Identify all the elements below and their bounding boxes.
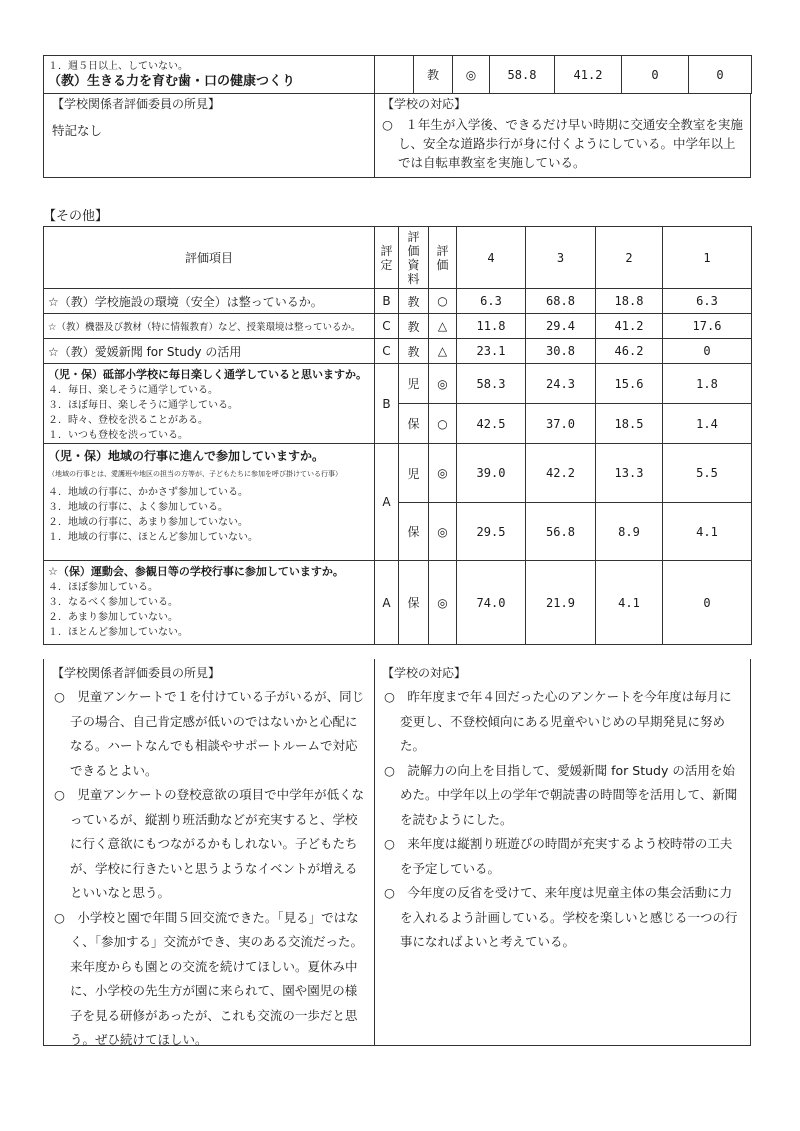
q3-v1: 0 <box>663 561 752 645</box>
top-v3: 41.2 <box>555 56 622 94</box>
q2-option: １．地域の行事に、ほとんど参加していない。 <box>48 532 258 543</box>
top-table <box>43 55 752 94</box>
row-rating: C <box>375 339 399 364</box>
q3-option: １．ほとんど参加していない。 <box>48 627 188 638</box>
q1-rating: B <box>375 364 399 444</box>
q1-child-v1: 1.8 <box>663 364 752 404</box>
header-rating: 評定 <box>375 227 399 289</box>
row-source: 教 <box>399 339 429 364</box>
q1-parent-v3: 37.0 <box>526 404 596 444</box>
q2-parent-eval: ◎ <box>429 503 457 561</box>
top-committee-text: 特記なし <box>52 123 103 138</box>
top-item <box>44 56 375 94</box>
header-col-1: 1 <box>663 227 752 289</box>
q1-child-source: 児 <box>399 364 429 404</box>
row-eval: △ <box>429 314 457 339</box>
q3-cell <box>44 561 375 645</box>
q2-parent-source: 保 <box>399 503 429 561</box>
committee-paragraph: ○ 児童アンケートの登校意欲の項目で中学年が低くなっているが、縦割り班活動などが充実すると、学校に行く意欲にもつながるかもしれない。子どもたちが、学校に行きたいと思うようなイベントが増えるといいなと思う。 <box>54 787 365 900</box>
header-col-2: 2 <box>596 227 663 289</box>
table-row <box>44 339 752 364</box>
q1-child-eval: ◎ <box>429 364 457 404</box>
q2-cell <box>44 444 375 561</box>
q2-child-eval: ◎ <box>429 444 457 503</box>
bottom-school-heading: 【学校の対応】 <box>382 666 467 680</box>
row-rating: C <box>375 314 399 339</box>
row-v4: 6.3 <box>457 289 526 314</box>
row-title: ☆（教）愛媛新聞 for Study の活用 <box>44 339 375 364</box>
q2-child-v1: 5.5 <box>663 444 752 503</box>
row-v2: 46.2 <box>596 339 663 364</box>
q2-title: （児・保）地域の行事に進んで参加していますか。 <box>48 449 325 463</box>
top-eval: ◎ <box>453 56 490 94</box>
school-paragraph: ○ 読解力の向上を目指して、愛媛新聞 for Study の活用を始めた。中学年以上の学年で朝読書の時間等を活用して、新聞を読むようにした。 <box>384 762 738 827</box>
header-eval: 評価 <box>429 227 457 289</box>
q2-option: ３．地域の行事に、よく参加している。 <box>48 502 228 513</box>
q3-v4: 74.0 <box>457 561 526 645</box>
q2-option: ４．地域の行事に、かかさず参加している。 <box>48 487 248 498</box>
row-v2: 18.8 <box>596 289 663 314</box>
committee-paragraph: ○ 児童アンケートで１を付けている子がいるが、同じ子の場合、自己肯定感が低いのではないかと心配になる。ハートなんでも相談やサポートルームで対応できるとよい。 <box>54 689 365 778</box>
q3-option: ３．なるべく参加している。 <box>48 597 178 608</box>
q1-child-v4: 58.3 <box>457 364 526 404</box>
row-v4: 23.1 <box>457 339 526 364</box>
committee-paragraphs <box>54 685 366 1053</box>
row-title: ☆（教）機器及び教材（特に情報教育）など、授業環境は整っているか。 <box>44 314 375 339</box>
row-v3: 68.8 <box>526 289 596 314</box>
header-col-4: 4 <box>457 227 526 289</box>
table-row <box>44 314 752 339</box>
row-eval: △ <box>429 339 457 364</box>
q3-v3: 21.9 <box>526 561 596 645</box>
q1-parent-v4: 42.5 <box>457 404 526 444</box>
q3-source: 保 <box>399 561 429 645</box>
row-v1: 6.3 <box>663 289 752 314</box>
row-eval: ○ <box>429 289 457 314</box>
top-item-sub: １．週５日以上、していない。 <box>48 61 188 72</box>
q3-eval: ◎ <box>429 561 457 645</box>
q2-parent-v2: 8.9 <box>596 503 663 561</box>
q2-child-v3: 42.2 <box>526 444 596 503</box>
row-source: 教 <box>399 314 429 339</box>
row-rating: B <box>375 289 399 314</box>
top-v2: 0 <box>622 56 689 94</box>
top-v4: 58.8 <box>490 56 555 94</box>
q3-option: ４．ほぼ参加している。 <box>48 582 158 593</box>
top-committee-heading: 【学校関係者評価委員の所見】 <box>52 97 221 111</box>
row-v1: 17.6 <box>663 314 752 339</box>
evaluation-table <box>43 226 752 645</box>
school-paragraph: ○ 今年度の反省を受けて、来年度は児童主体の集会活動に力を入れるよう計画している。学校を楽しいと感じる一つの行事になればよいと考えている。 <box>384 885 738 949</box>
q2-note: （地域の行事とは、愛護班や地区の担当の方等が、子どもたちに参加を呼び掛けている行事） <box>48 470 342 478</box>
q2-parent-v3: 56.8 <box>526 503 596 561</box>
question-row <box>44 561 752 645</box>
q1-parent-source: 保 <box>399 404 429 444</box>
row-v4: 11.8 <box>457 314 526 339</box>
q2-child-v2: 13.3 <box>596 444 663 503</box>
top-v1: 0 <box>689 56 752 94</box>
q1-cell <box>44 364 375 444</box>
q1-child-v3: 24.3 <box>526 364 596 404</box>
committee-paragraph: ○ 小学校と園で年間５回交流できた。「見る」ではなく、「参加する」交流ができ、実のある交流だった。来年度からも園との交流を続けてほしい。夏休み中に、小学校の先生方が園に来られて、園や園児の様子を見る研修があったが、これも交流の一歩だと思う。ぜひ続けてほしい。 <box>54 909 364 1047</box>
header-col-3: 3 <box>526 227 596 289</box>
q1-child-v2: 15.6 <box>596 364 663 404</box>
header-source: 評価資料 <box>399 227 429 289</box>
top-rating <box>375 56 414 94</box>
row-v3: 30.8 <box>526 339 596 364</box>
q3-option: ２．あまり参加していない。 <box>48 612 178 623</box>
other-section-label: 【その他】 <box>43 209 109 224</box>
row-v2: 41.2 <box>596 314 663 339</box>
q2-option: ２．地域の行事に、あまり参加していない。 <box>48 517 248 528</box>
top-school-heading: 【学校の対応】 <box>382 97 467 111</box>
row-title: ☆（教）学校施設の環境（安全）は整っているか。 <box>44 289 375 314</box>
q3-title: ☆（保）運動会、参観日等の学校行事に参加していますか。 <box>48 565 344 578</box>
q3-rating: A <box>375 561 399 645</box>
top-comment-box <box>43 93 751 178</box>
q1-parent-v1: 1.4 <box>663 404 752 444</box>
top-source: 教 <box>414 56 453 94</box>
q1-parent-v2: 18.5 <box>596 404 663 444</box>
row-v1: 0 <box>663 339 752 364</box>
bottom-committee-heading: 【学校関係者評価委員の所見】 <box>52 666 221 680</box>
row-v3: 29.4 <box>526 314 596 339</box>
school-paragraphs <box>384 685 744 955</box>
q1-option: ３．ほぼ毎日、楽しそうに通学している。 <box>48 400 238 411</box>
header-item: 評価項目 <box>44 227 375 289</box>
q2-rating: A <box>375 444 399 561</box>
q1-option: ２．時々、登校を渋ることがある。 <box>48 415 208 426</box>
table-row <box>44 289 752 314</box>
top-school-text: ○ １年生が入学後、できるだけ早い時期に交通安全教室を実施し、安全な道路歩行が身に付くようにしている。中学年以上では自転車教室を実施している。 <box>382 117 743 170</box>
q3-v2: 4.1 <box>596 561 663 645</box>
q2-parent-v4: 29.5 <box>457 503 526 561</box>
top-item-title: （教）生きる力を育む歯・口の健康つくり <box>48 74 296 89</box>
q1-parent-eval: ○ <box>429 404 457 444</box>
q1-option: １．いつも登校を渋っている。 <box>48 430 188 441</box>
school-paragraph: ○ 来年度は縦割り班遊びの時間が充実するよう校時帯の工夫を予定している。 <box>384 836 733 876</box>
row-source: 教 <box>399 289 429 314</box>
bottom-comment-box <box>43 659 751 1046</box>
q2-child-source: 児 <box>399 444 429 503</box>
q2-parent-v1: 4.1 <box>663 503 752 561</box>
question-row <box>44 364 752 404</box>
question-row <box>44 444 752 503</box>
q1-title: （児・保）砥部小学校に毎日楽しく通学していると思いますか。 <box>48 368 367 381</box>
q1-option: ４．毎日、楽しそうに通学している。 <box>48 385 218 396</box>
q2-child-v4: 39.0 <box>457 444 526 503</box>
school-paragraph: ○ 昨年度まで年４回だった心のアンケートを今年度は毎月に変更し、不登校傾向にある児童やいじめの早期発見に努めた。 <box>384 689 732 753</box>
